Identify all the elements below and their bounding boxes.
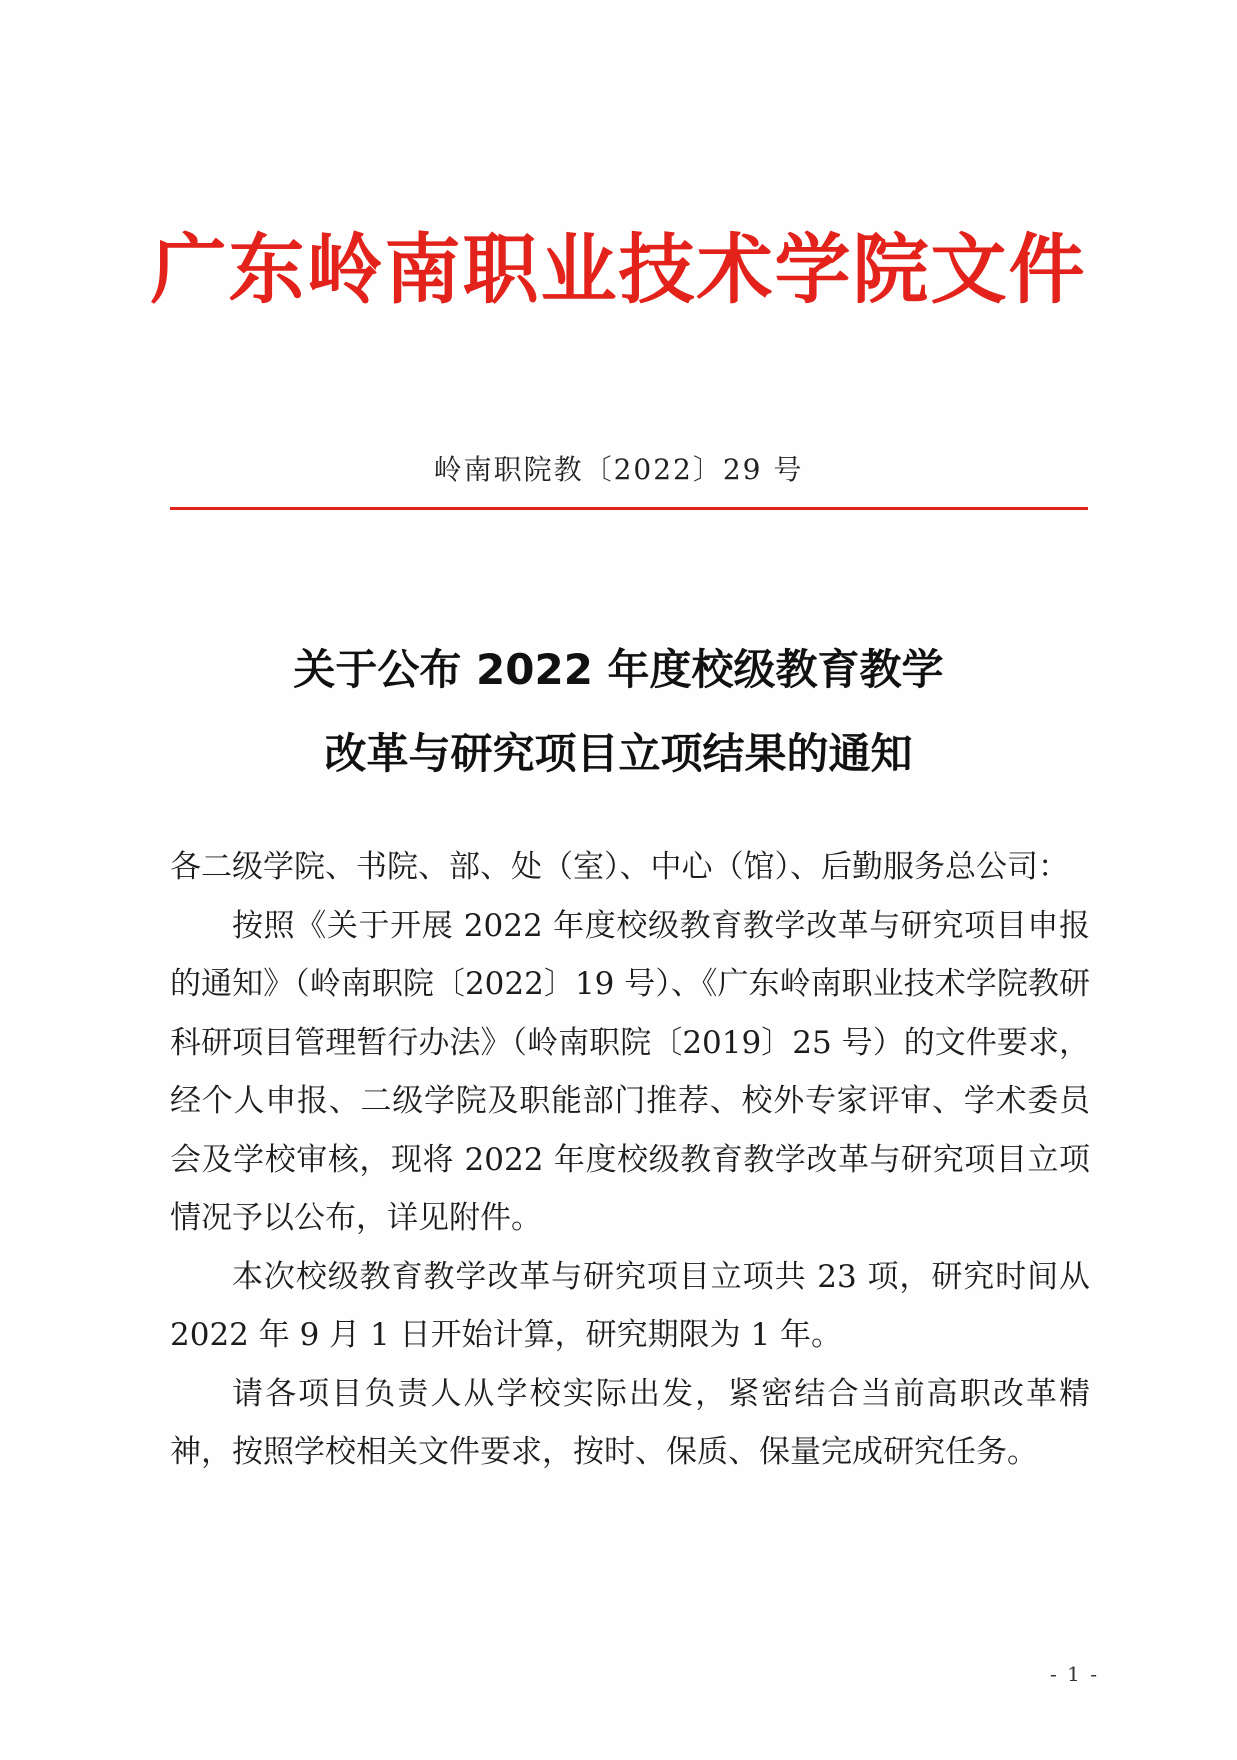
notice-body xyxy=(170,838,1090,1482)
notice-title-line-1: 关于公布 2022 年度校级教育教学 xyxy=(293,645,944,694)
body-paragraph-2: 本次校级教育教学改革与研究项目立项共 23 项，研究时间从 2022 年 9 月 1 日开始计算，研究期限为 1 年。 xyxy=(170,1258,1090,1353)
body-paragraph-1: 按照《关于开展 2022 年度校级教育教学改革与研究项目申报的通知》（岭南职院〔2022〕19 号）、《广东岭南职业技术学院教研科研项目管理暂行办法》（岭南职院〔2019〕25 号）的文件要求，经个人申报、二级学院及职能部门推荐、校外专家评审、学术委员会及学校审核，现将 2022 年度校级教育教学改革与研究项目立项情况予以公布，详见附件。 xyxy=(170,907,1090,1236)
red-divider-line xyxy=(170,507,1088,510)
page-number: - 1 - xyxy=(1050,1662,1099,1686)
recipients-line: 各二级学院、书院、部、处（室）、中心（馆）、后勤服务总公司： xyxy=(170,849,1069,885)
document-number: 岭南职院教〔2022〕29 号 xyxy=(433,453,804,486)
body-paragraph-3: 请各项目负责人从学校实际出发，紧密结合当前高职改革精神，按照学校相关文件要求，按时、保质、保量完成研究任务。 xyxy=(170,1375,1090,1470)
notice-title-line-2: 改革与研究项目立项结果的通知 xyxy=(324,729,913,778)
issuer-header-title: 广东岭南职业技术学院文件 xyxy=(150,225,1087,314)
notice-title xyxy=(0,628,1237,796)
